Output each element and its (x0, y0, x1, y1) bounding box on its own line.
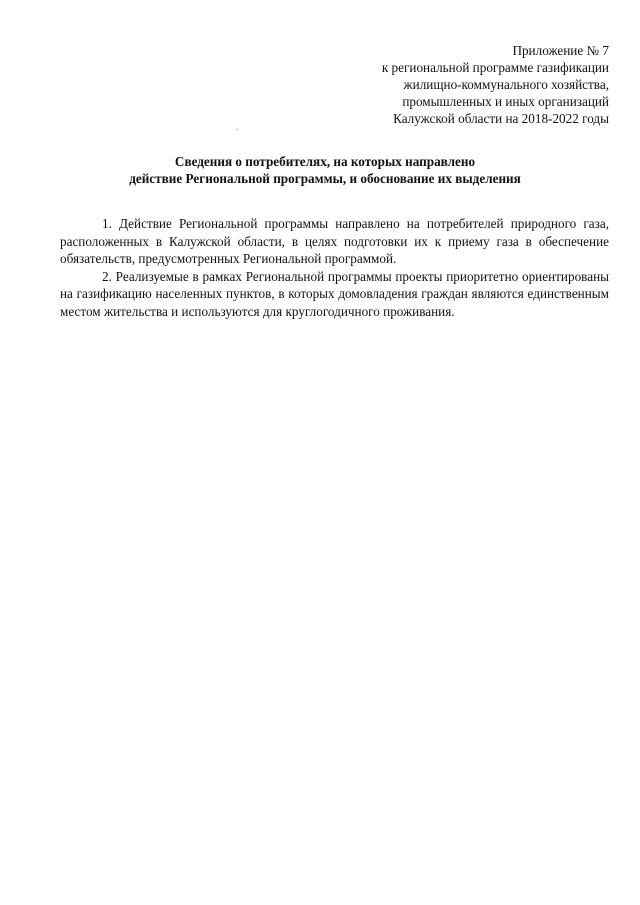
scan-speck (237, 129, 238, 130)
title-line-1: Сведения о потребителях, на которых направлено (174, 154, 476, 169)
appendix-housing-line: жилищно-коммунального хозяйства, (403, 77, 609, 92)
appendix-number: Приложение № 7 (512, 43, 609, 58)
title-line-2: действие Региональной программы, и обоснование их выделения (129, 171, 521, 186)
appendix-program-line: к региональной программе газификации (381, 60, 609, 75)
document-title (90, 153, 560, 187)
document-body (60, 215, 609, 321)
appendix-organizations-line: промышленных и иных организаций (402, 94, 609, 109)
paragraph-2: 2. Реализуемые в рамках Региональной программы проекты приоритетно ориентированы на газификацию населенных пунктов, в которых домовладения граждан являются единственным местом жительства и используются для круглогодичного проживания. (60, 268, 609, 319)
paragraph-1: 1. Действие Региональной программы направлено на потребителей природного газа, расположенных в Калужской области, в целях подготовки их к приему газа в обеспечение обязательств, предусмотренных Региональной программой. (60, 216, 609, 267)
appendix-header (309, 42, 609, 127)
appendix-region-years-line: Калужской области на 2018-2022 годы (393, 111, 609, 126)
